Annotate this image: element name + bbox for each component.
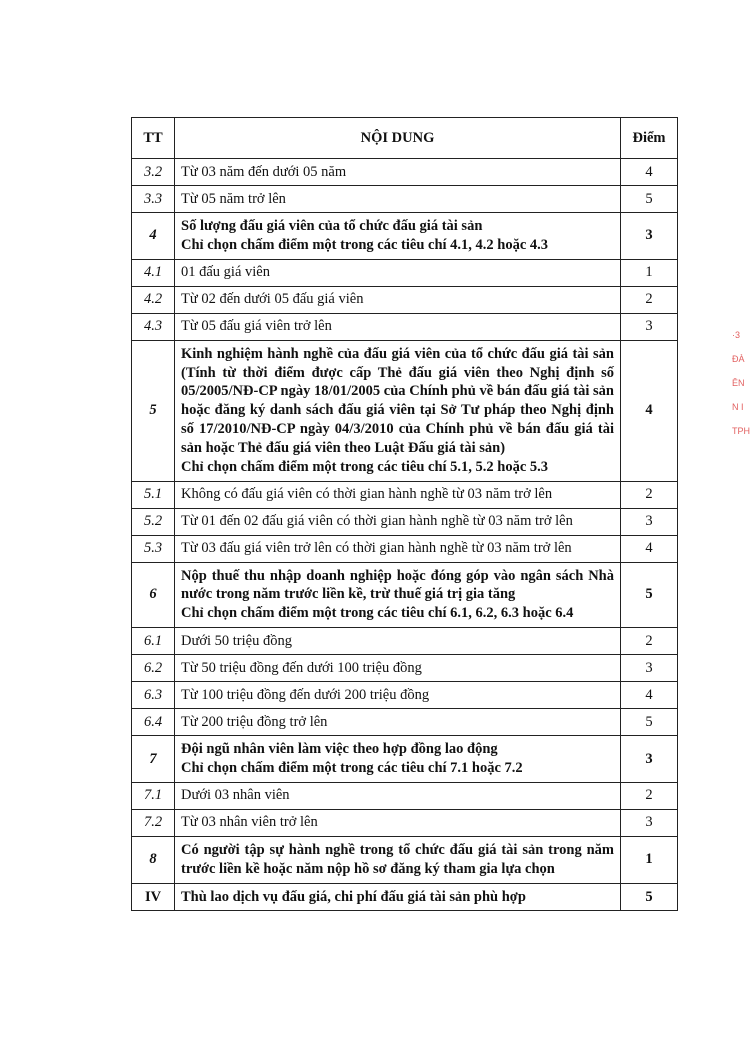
table-header-row xyxy=(132,118,678,159)
row-score: 5 xyxy=(621,562,678,628)
content-line: Từ 03 nhân viên trở lên xyxy=(181,814,318,831)
row-score: 4 xyxy=(621,682,678,709)
row-score: 5 xyxy=(621,709,678,736)
row-content xyxy=(175,562,621,628)
row-content xyxy=(175,628,621,655)
content-line: Dưới 03 nhân viên xyxy=(181,787,290,804)
row-content xyxy=(175,535,621,562)
row-number: 6.2 xyxy=(132,655,175,682)
partial-red-stamp: ·3 ĐÀ ÊN N I TPH xyxy=(732,330,750,436)
row-content xyxy=(175,508,621,535)
table-row xyxy=(132,709,678,736)
content-line: Không có đấu giá viên có thời gian hành nghề từ 03 năm trở lên xyxy=(181,486,553,503)
content-line: Thù lao dịch vụ đấu giá, chi phí đấu giá tài sản phù hợp xyxy=(181,888,526,905)
row-content xyxy=(175,682,621,709)
row-number: 3.3 xyxy=(132,186,175,213)
row-number: 4.2 xyxy=(132,286,175,313)
row-number: 4.1 xyxy=(132,259,175,286)
row-score: 4 xyxy=(621,535,678,562)
row-score: 2 xyxy=(621,286,678,313)
row-number: 4 xyxy=(132,213,175,260)
table-row xyxy=(132,535,678,562)
header-content: NỘI DUNG xyxy=(175,118,621,159)
row-score: 1 xyxy=(621,259,678,286)
table-row xyxy=(132,213,678,260)
row-content xyxy=(175,836,621,883)
row-content xyxy=(175,736,621,783)
row-content xyxy=(175,259,621,286)
row-content xyxy=(175,809,621,836)
row-number: 6.3 xyxy=(132,682,175,709)
table-row xyxy=(132,186,678,213)
table-row xyxy=(132,655,678,682)
table-row xyxy=(132,736,678,783)
row-score: 3 xyxy=(621,809,678,836)
row-number: 6.1 xyxy=(132,628,175,655)
row-number: 5.1 xyxy=(132,481,175,508)
row-score: 4 xyxy=(621,340,678,481)
header-tt: TT xyxy=(132,118,175,159)
row-content xyxy=(175,481,621,508)
row-content xyxy=(175,313,621,340)
row-number: 6 xyxy=(132,562,175,628)
content-line: Dưới 50 triệu đồng xyxy=(181,632,292,649)
row-number: 5.3 xyxy=(132,535,175,562)
content-line: Từ 03 đấu giá viên trở lên có thời gian hành nghề từ 03 năm trở lên xyxy=(181,540,572,557)
row-content xyxy=(175,186,621,213)
content-line: Từ 100 triệu đồng đến dưới 200 triệu đồng xyxy=(181,686,430,703)
content-line: Chỉ chọn chấm điểm một trong các tiêu chí 7.1 hoặc 7.2 xyxy=(181,759,523,776)
row-number: 7.1 xyxy=(132,782,175,809)
table-row xyxy=(132,508,678,535)
table-row xyxy=(132,809,678,836)
content-line: Từ 05 đấu giá viên trở lên xyxy=(181,318,332,335)
table-row xyxy=(132,313,678,340)
row-score: 5 xyxy=(621,883,678,911)
table-row xyxy=(132,159,678,186)
row-number: IV xyxy=(132,883,175,911)
content-line: Từ 50 triệu đồng đến dưới 100 triệu đồng xyxy=(181,659,422,676)
row-score: 5 xyxy=(621,186,678,213)
table-row xyxy=(132,782,678,809)
row-score: 2 xyxy=(621,782,678,809)
content-line: Đội ngũ nhân viên làm việc theo hợp đồng lao động xyxy=(181,741,498,758)
row-content xyxy=(175,213,621,260)
row-score: 3 xyxy=(621,736,678,783)
row-score: 3 xyxy=(621,655,678,682)
content-line: Từ 01 đến 02 đấu giá viên có thời gian hành nghề từ 03 năm trở lên xyxy=(181,513,573,530)
row-score: 3 xyxy=(621,213,678,260)
content-line: Chỉ chọn chấm điểm một trong các tiêu chí 5.1, 5.2 hoặc 5.3 xyxy=(181,458,549,475)
row-content xyxy=(175,883,621,911)
table-row xyxy=(132,628,678,655)
row-number: 5 xyxy=(132,340,175,481)
row-score: 3 xyxy=(621,313,678,340)
header-score: Điểm xyxy=(621,118,678,159)
row-content xyxy=(175,159,621,186)
row-score: 2 xyxy=(621,628,678,655)
content-line: 01 đấu giá viên xyxy=(181,264,270,281)
row-number: 8 xyxy=(132,836,175,883)
row-score: 3 xyxy=(621,508,678,535)
content-line: Từ 05 năm trở lên xyxy=(181,190,286,207)
row-content xyxy=(175,340,621,481)
row-score: 2 xyxy=(621,481,678,508)
content-line: Số lượng đấu giá viên của tổ chức đấu giá tài sản xyxy=(181,218,483,234)
table-row xyxy=(132,340,678,481)
row-number: 5.2 xyxy=(132,508,175,535)
row-content xyxy=(175,709,621,736)
content-line: Từ 02 đến dưới 05 đấu giá viên xyxy=(181,291,364,308)
content-line: Chỉ chọn chấm điểm một trong các tiêu chí 6.1, 6.2, 6.3 hoặc 6.4 xyxy=(181,605,574,622)
row-score: 4 xyxy=(621,159,678,186)
table-row xyxy=(132,481,678,508)
content-line: Từ 200 triệu đồng trở lên xyxy=(181,713,328,730)
row-content xyxy=(175,286,621,313)
content-line: Kinh nghiệm hành nghề của đấu giá viên của tổ chức đấu giá tài sản (Tính từ thời điểm được cấp Thẻ đấu giá viên theo Nghị định số 05/2005/NĐ-CP ngày 18/01/2005 của Chính phủ về bán đấu giá tài sản hoặc đăng ký danh sách đấu giá viên tại Sở Tư pháp theo Nghị định số 17/2010/NĐ-CP ngày 04/3/2010 của Chính phủ về bán đấu giá tài sản hoặc Thẻ đấu giá viên theo Luật Đấu giá tài sản) xyxy=(181,345,614,456)
content-line: Từ 03 năm đến dưới 05 năm xyxy=(181,163,347,180)
row-content xyxy=(175,655,621,682)
table-row xyxy=(132,286,678,313)
row-number: 4.3 xyxy=(132,313,175,340)
content-line: Chỉ chọn chấm điểm một trong các tiêu chí 4.1, 4.2 hoặc 4.3 xyxy=(181,236,549,253)
table-row xyxy=(132,259,678,286)
table-row xyxy=(132,562,678,628)
table-row xyxy=(132,836,678,883)
row-content xyxy=(175,782,621,809)
row-number: 7.2 xyxy=(132,809,175,836)
scoring-table xyxy=(131,117,678,911)
table-row xyxy=(132,682,678,709)
row-score: 1 xyxy=(621,836,678,883)
content-line: Có người tập sự hành nghề trong tổ chức đấu giá tài sản trong năm trước liền kề hoặc năm nộp hồ sơ đăng ký tham gia lựa chọn xyxy=(181,841,614,877)
row-number: 6.4 xyxy=(132,709,175,736)
table-row xyxy=(132,883,678,911)
content-line: Nộp thuế thu nhập doanh nghiệp hoặc đóng góp vào ngân sách Nhà nước trong năm trước liền kề, trừ thuế giá trị gia tăng xyxy=(181,567,614,603)
row-number: 3.2 xyxy=(132,159,175,186)
row-number: 7 xyxy=(132,736,175,783)
